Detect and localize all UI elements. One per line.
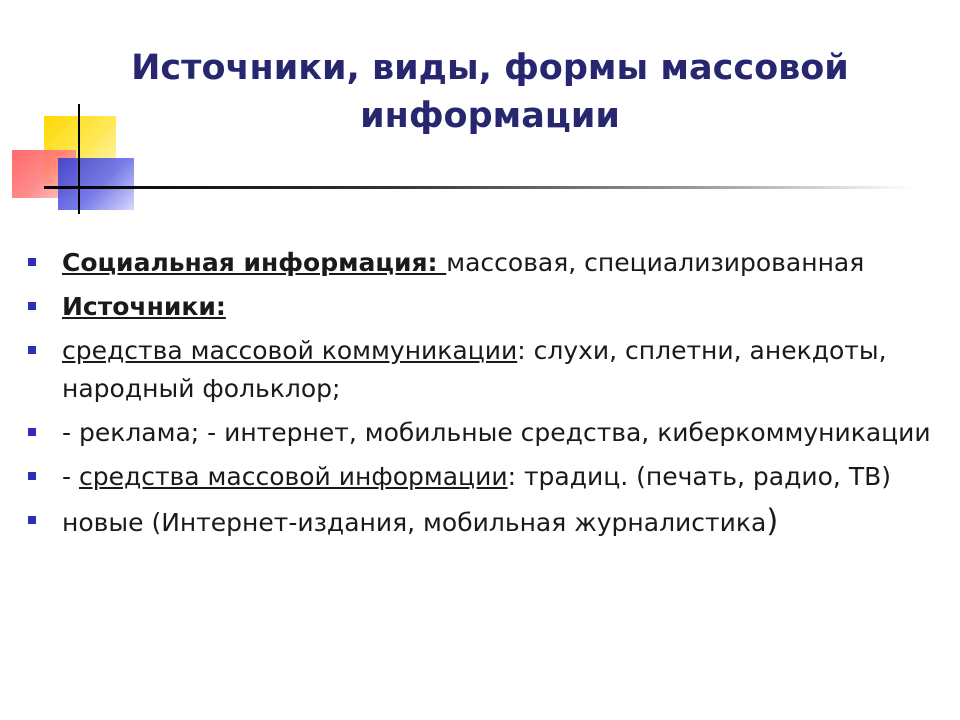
- bullet-list: [26, 244, 936, 548]
- square-bullet-icon: [28, 472, 36, 480]
- bullet-text: массовая, специализированная: [446, 248, 865, 277]
- title-line-2: информации: [360, 96, 620, 136]
- square-bullet-icon: [28, 346, 36, 354]
- square-bullet-icon: [28, 516, 36, 524]
- title-underline-rule: [44, 186, 914, 189]
- bullet-text: новые (Интернет-издания, мобильная журналистика: [62, 508, 767, 537]
- bullet-item-mass-media: [26, 458, 936, 496]
- bullet-bold-label: Источники:: [62, 292, 226, 321]
- square-bullet-icon: [28, 428, 36, 436]
- bullet-item-mass-communication: [26, 332, 936, 408]
- bullet-bold-label: Социальная информация:: [62, 248, 447, 277]
- bullet-prefix: -: [62, 462, 79, 491]
- bullet-text: : слухи, сплетни, анекдоты, народный фольклор;: [62, 336, 887, 403]
- square-bullet-icon: [28, 302, 36, 310]
- bullet-item-social-info: [26, 244, 936, 282]
- bullet-item-sources: [26, 288, 936, 326]
- blue-square-decoration: [58, 158, 134, 210]
- bullet-text: - реклама; - интернет, мобильные средства, киберкоммуникации: [62, 418, 931, 447]
- bullet-text: : традиц. (печать, радио, ТВ): [507, 462, 891, 491]
- bullet-item-new-media: [26, 502, 936, 542]
- title-line-1: Источники, виды, формы массовой: [131, 48, 849, 88]
- bullet-underlined-term: средства массовой информации: [78, 462, 508, 491]
- bullet-item-advertising: [26, 414, 936, 452]
- bullet-underlined-term: средства массовой коммуникации: [62, 336, 518, 365]
- slide-title: [60, 44, 920, 140]
- closing-paren: ): [766, 503, 779, 539]
- square-bullet-icon: [28, 258, 36, 266]
